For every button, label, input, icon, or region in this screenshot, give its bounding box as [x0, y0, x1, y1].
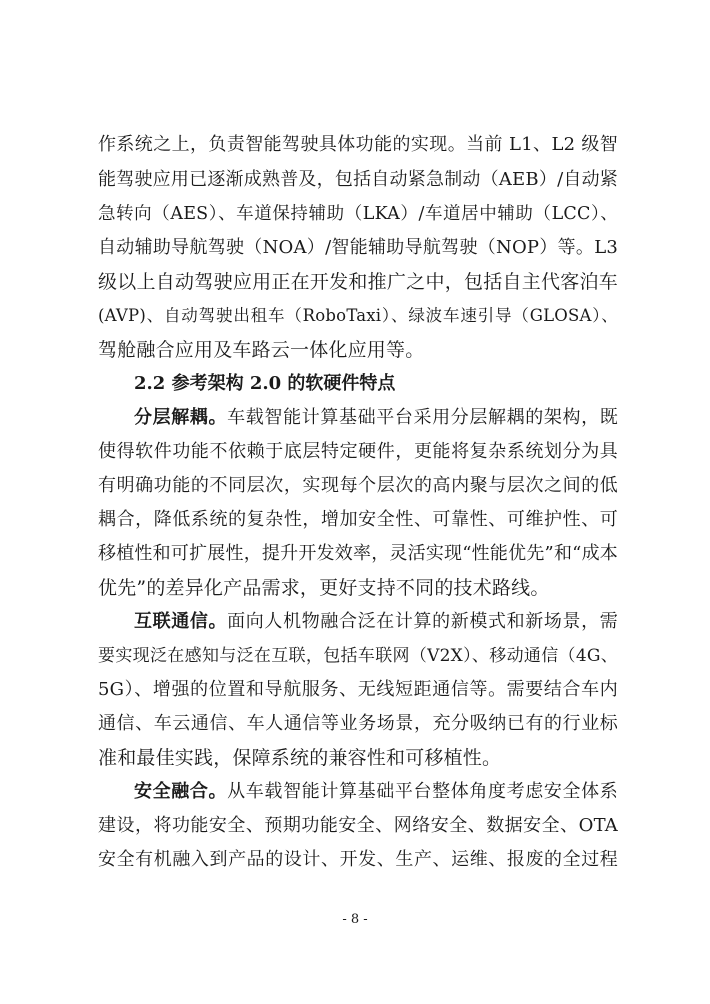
paragraph-line: 耦合，降低系统的复杂性，增加安全性、可靠性、可维护性、可 [98, 509, 618, 530]
paragraph-text: 车载智能计算基础平台采用分层解耦的架构，既 [227, 407, 619, 428]
paragraph-line: 5G）、增强的位置和导航服务、无线短距通信等。需要结合车内 [98, 679, 618, 700]
paragraph-first-line [134, 780, 618, 804]
paragraph-text: 从车载智能计算基础平台整体角度考虑安全体系 [227, 781, 619, 802]
paragraph-line: 要实现泛在感知与泛在互联，包括车联网（V2X）、移动通信（4G、 [98, 646, 618, 666]
paragraph-line: 使得软件功能不依赖于底层特定硬件，更能将复杂系统划分为具 [98, 441, 618, 462]
paragraph-line: 准和最佳实践，保障系统的兼容性和可移植性。 [98, 747, 502, 769]
paragraph-text: 面向人机物融合泛在计算的新模式和新场景，需 [227, 611, 619, 632]
paragraph-lead: 分层解耦。 [134, 407, 228, 428]
paragraph-line: 级以上自动驾驶应用正在开发和推广之中，包括自主代客泊车 [98, 271, 618, 293]
paragraph-line: 优先”的差异化产品需求，更好支持不同的技术路线。 [98, 577, 550, 599]
paragraph-lead: 互联通信。 [134, 611, 228, 632]
paragraph-line: 作系统之上，负责智能驾驶具体功能的实现。当前 L1、L2 级智 [98, 134, 618, 155]
paragraph-line: 能驾驶应用已逐渐成熟普及，包括自动紧急制动（AEB）/自动紧 [98, 169, 618, 190]
paragraph-line: 通信、车云通信、车人通信等业务场景，充分吸纳已有的行业标 [98, 713, 618, 734]
paragraph-line: 自动辅助导航驾驶（NOA）/智能辅助导航驾驶（NOP）等。L3 [98, 237, 618, 258]
paragraph-line: 驾舱融合应用及车路云一体化应用等。 [98, 339, 425, 361]
paragraph-line: 移植性和可扩展性，提升开发效率，灵活实现“性能优先”和“成本 [98, 543, 618, 564]
paragraph-line: 建设，将功能安全、预期功能安全、网络安全、数据安全、OTA [98, 815, 618, 836]
paragraph-line: (AVP)、自动驾驶出租车（RoboTaxi）、绿波车速引导（GLOSA）、 [98, 306, 618, 325]
paragraph-first-line [134, 610, 618, 634]
paragraph-first-line [134, 406, 618, 430]
paragraph-line: 有明确功能的不同层次，实现每个层次的高内聚与层次之间的低 [98, 475, 618, 496]
paragraph-lead: 安全融合。 [134, 781, 228, 802]
paragraph-line: 安全有机融入到产品的设计、开发、生产、运维、报废的全过程 [98, 849, 618, 870]
section-heading: 2.2 参考架构 2.0 的软硬件特点 [134, 373, 396, 394]
paragraph-line: 急转向（AES）、车道保持辅助（LKA）/车道居中辅助（LCC）、 [98, 204, 618, 224]
page-number: - 8 - [342, 912, 368, 927]
